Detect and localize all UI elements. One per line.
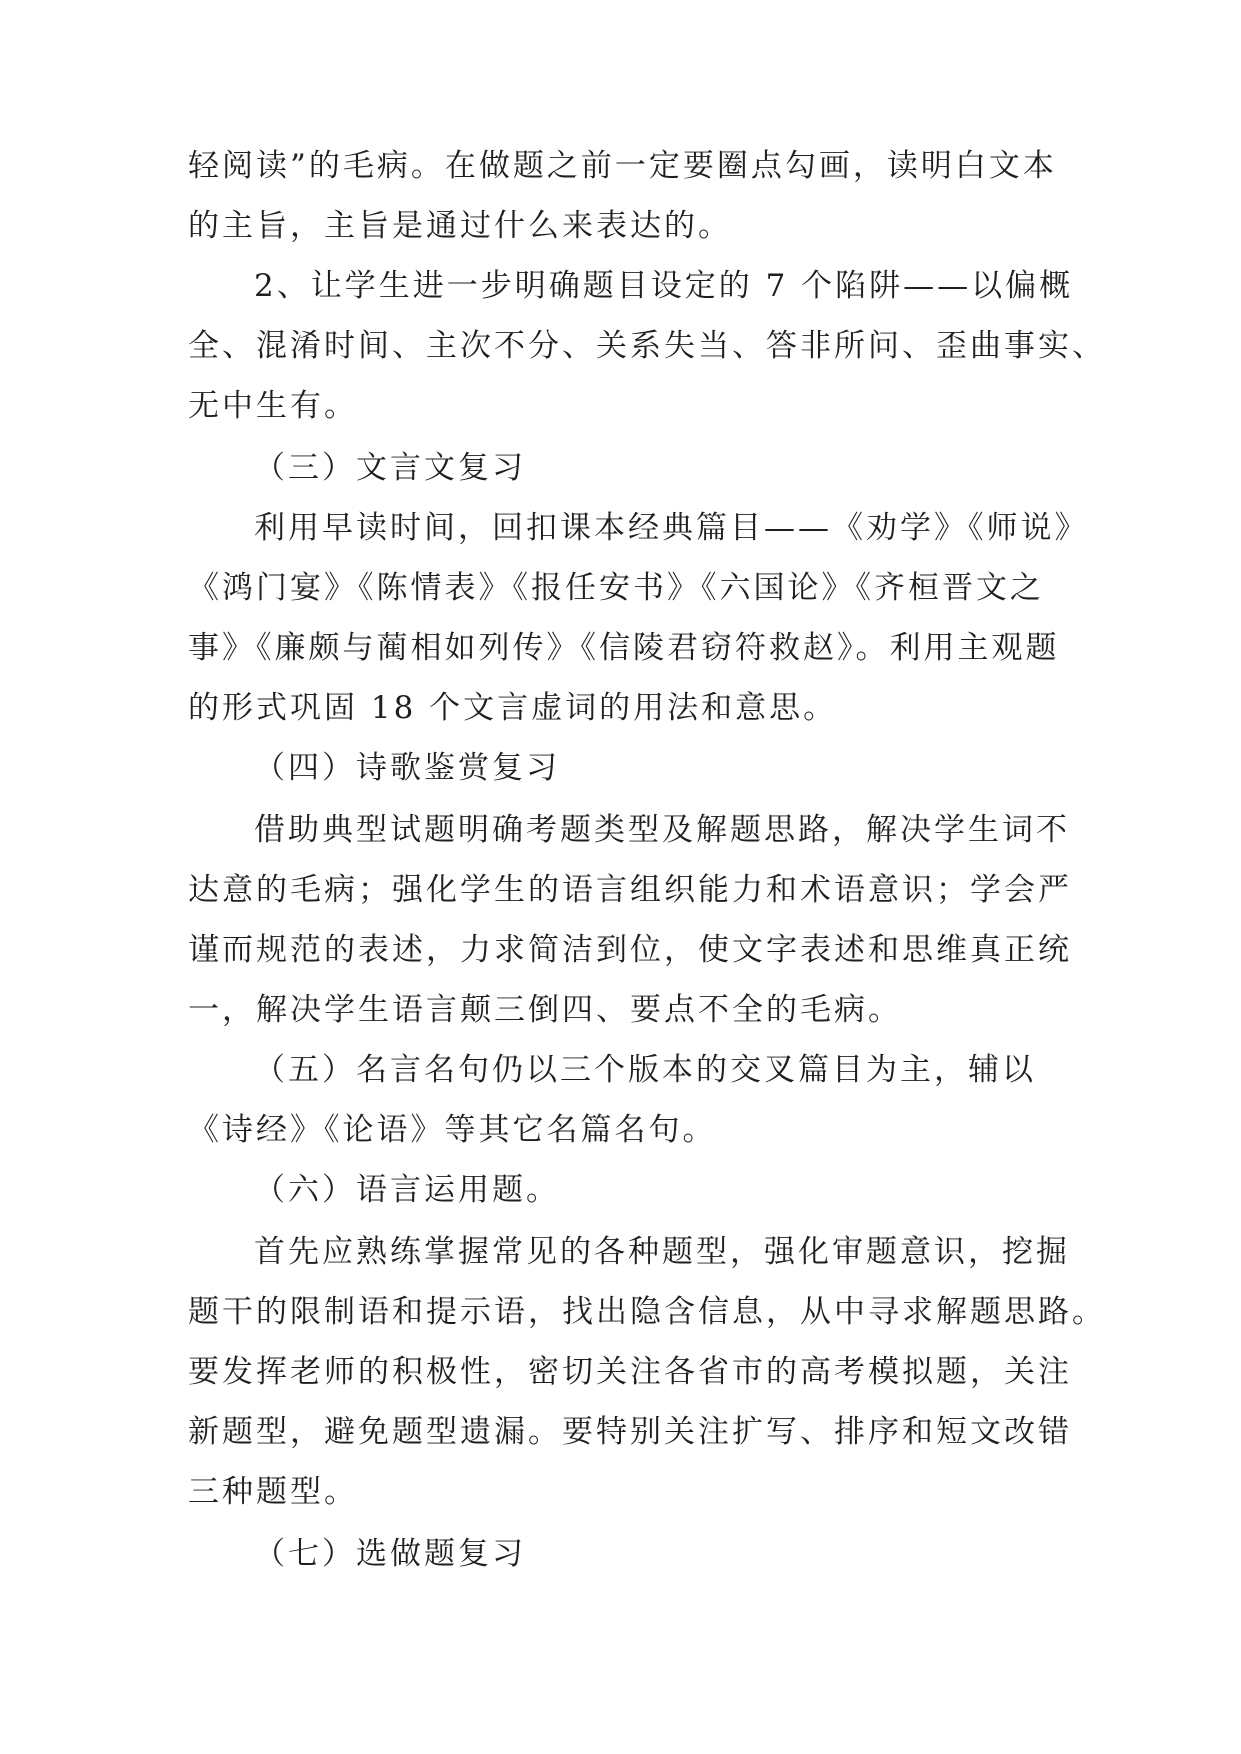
text-line: 全、混淆时间、主次不分、关系失当、答非所问、歪曲事实、 — [188, 328, 1106, 364]
text-line: 的主旨，主旨是通过什么来表达的。 — [188, 208, 732, 244]
section-heading: （三）文言文复习 — [254, 450, 526, 486]
text-line: 题干的限制语和提示语，找出隐含信息，从中寻求解题思路。 — [188, 1294, 1106, 1330]
text-line: 要发挥老师的积极性，密切关注各省市的高考模拟题，关注 — [188, 1354, 1072, 1390]
section-heading: （四）诗歌鉴赏复习 — [254, 750, 560, 786]
text-line: 《鸿门宴》《陈情表》《报任安书》《六国论》《齐桓晋文之 — [188, 570, 1044, 606]
text-line: 的形式巩固 18 个文言虚词的用法和意思。 — [188, 690, 838, 726]
text-line: 三种题型。 — [188, 1474, 358, 1510]
section-heading: （五）名言名句仍以三个版本的交叉篇目为主，辅以 — [254, 1052, 1036, 1088]
text-line: 2、让学生进一步明确题目设定的 7 个陷阱——以偏概 — [254, 268, 1074, 304]
text-line: 谨而规范的表述，力求简洁到位，使文字表述和思维真正统 — [188, 932, 1072, 968]
text-line: 轻阅读”的毛病。在做题之前一定要圈点勾画，读明白文本 — [188, 148, 1057, 184]
section-heading: （六）语言运用题。 — [254, 1172, 560, 1208]
text-line: 借助典型试题明确考题类型及解题思路，解决学生词不 — [254, 812, 1070, 848]
text-line: 一，解决学生语言颠三倒四、要点不全的毛病。 — [188, 992, 902, 1028]
text-line: 利用早读时间，回扣课本经典篇目——《劝学》《师说》 — [254, 510, 1089, 546]
section-heading: （七）选做题复习 — [254, 1536, 526, 1572]
text-line: 事》《廉颇与蔺相如列传》《信陵君窃符救赵》。利用主观题 — [188, 630, 1060, 666]
text-line: 《诗经》《论语》等其它名篇名句。 — [188, 1112, 717, 1148]
text-line: 无中生有。 — [188, 388, 358, 424]
text-line: 新题型，避免题型遗漏。要特别关注扩写、排序和短文改错 — [188, 1414, 1072, 1450]
text-line: 达意的毛病；强化学生的语言组织能力和术语意识；学会严 — [188, 872, 1072, 908]
text-line: 首先应熟练掌握常见的各种题型，强化审题意识，挖掘 — [254, 1234, 1070, 1270]
